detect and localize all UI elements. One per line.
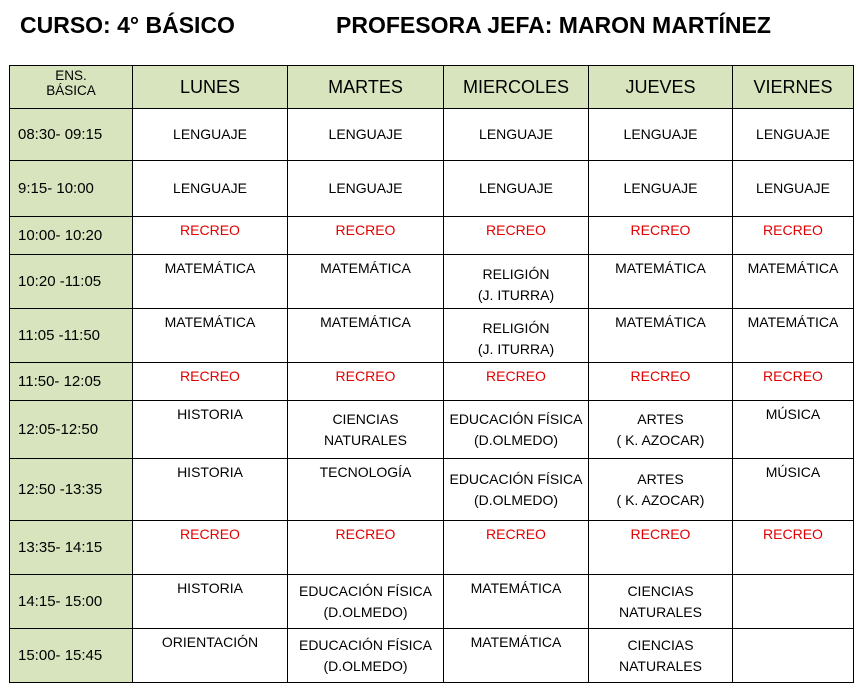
subject-cell [589, 309, 733, 363]
subject-line: RECREO [763, 526, 823, 542]
subject-line: LENGUAJE [623, 180, 698, 196]
subject-line: ARTES [637, 410, 684, 427]
subject-line: CIENCIAS [627, 582, 694, 599]
subject-line: CIENCIAS [332, 410, 399, 427]
subject-cell [133, 575, 288, 629]
schedule-body [10, 109, 854, 683]
time-slot: 13:35- 14:15 [10, 521, 133, 575]
subject-line: ( K. AZOCAR) [616, 431, 705, 448]
subject-line: EDUCACIÓN FÍSICA [449, 470, 583, 487]
subject-line: RECREO [630, 222, 691, 238]
subject-cell [133, 401, 288, 459]
subject-cell [733, 109, 854, 161]
subject-line: RELIGIÓN [482, 319, 550, 336]
subject-cell [288, 401, 444, 459]
time-slot: 10:00- 10:20 [10, 217, 133, 255]
subject-cell [444, 401, 589, 459]
subject-cell [288, 309, 444, 363]
subject-cell [444, 459, 589, 521]
recess-cell [733, 363, 854, 401]
subject-line: HISTORIA [177, 580, 243, 596]
subject-line: CIENCIAS [627, 636, 694, 653]
subject-line: MÚSICA [765, 406, 821, 422]
subject-cell [133, 459, 288, 521]
subject-line: NATURALES [619, 657, 702, 674]
time-slot: 14:15- 15:00 [10, 575, 133, 629]
subject-cell [733, 401, 854, 459]
schedule-row [10, 401, 854, 459]
subject-line: RECREO [180, 368, 240, 384]
subject-line: (D.OLMEDO) [323, 657, 408, 674]
subject-cell [733, 459, 854, 521]
time-slot: 11:50- 12:05 [10, 363, 133, 401]
schedule-row [10, 161, 854, 217]
recess-cell [444, 217, 589, 255]
subject-cell [733, 255, 854, 309]
schedule-row [10, 309, 854, 363]
recess-cell [288, 363, 444, 401]
empty-cell [733, 575, 854, 629]
subject-line: LENGUAJE [328, 126, 403, 142]
day-header-wednesday: MIERCOLES [444, 66, 589, 109]
subject-cell [444, 161, 589, 217]
subject-line: RECREO [486, 368, 546, 384]
recess-cell [733, 521, 854, 575]
subject-line: LENGUAJE [756, 126, 830, 142]
subject-cell [589, 575, 733, 629]
schedule-row [10, 575, 854, 629]
subject-line: MATEMÁTICA [470, 634, 562, 650]
subject-line: RECREO [335, 368, 396, 384]
subject-line: LENGUAJE [173, 180, 247, 196]
schedule-row [10, 217, 854, 255]
recess-cell [444, 521, 589, 575]
subject-line: NATURALES [619, 603, 702, 620]
subject-line: LENGUAJE [479, 126, 553, 142]
recess-cell [589, 217, 733, 255]
subject-line: RECREO [763, 222, 823, 238]
subject-line: ORIENTACIÓN [161, 634, 259, 650]
subject-cell [589, 401, 733, 459]
subject-line: MATEMÁTICA [164, 314, 256, 330]
day-header-friday: VIERNES [733, 66, 854, 109]
subject-line: MATEMÁTICA [615, 314, 706, 330]
subject-line: RECREO [180, 222, 240, 238]
subject-line: MATEMÁTICA [747, 260, 839, 276]
recess-cell [589, 363, 733, 401]
subject-line: HISTORIA [177, 464, 243, 480]
subject-line: MATEMÁTICA [470, 580, 562, 596]
subject-cell [288, 161, 444, 217]
course-title: CURSO: 4° BÁSICO [20, 12, 235, 38]
subject-cell [444, 109, 589, 161]
subject-line: RECREO [335, 222, 396, 238]
recess-cell [288, 217, 444, 255]
subject-line: (J. ITURRA) [477, 340, 555, 357]
schedule-row [10, 109, 854, 161]
recess-cell [733, 217, 854, 255]
time-slot: 12:05-12:50 [10, 401, 133, 459]
subject-line: TECNOLOGÍA [319, 464, 412, 480]
subject-cell [133, 109, 288, 161]
subject-cell [444, 255, 589, 309]
subject-line: (D.OLMEDO) [323, 603, 408, 620]
subject-line: RECREO [630, 526, 691, 542]
time-slot: 10:20 -11:05 [10, 255, 133, 309]
recess-cell [133, 521, 288, 575]
subject-line: HISTORIA [177, 406, 243, 422]
recess-cell [444, 363, 589, 401]
subject-cell [288, 109, 444, 161]
subject-line: ARTES [637, 470, 684, 487]
subject-line: (D.OLMEDO) [474, 431, 558, 448]
corner-line: BÁSICA [46, 83, 96, 98]
subject-line: RECREO [486, 526, 546, 542]
corner-cell [10, 66, 133, 109]
subject-cell [589, 629, 733, 683]
subject-line: MÚSICA [765, 464, 821, 480]
recess-cell [288, 521, 444, 575]
day-header-thursday: JUEVES [589, 66, 733, 109]
head-teacher-title: PROFESORA JEFA: MARON MARTÍNEZ [336, 12, 771, 38]
subject-line: RECREO [335, 526, 396, 542]
subject-line: LENGUAJE [756, 180, 830, 196]
subject-cell [589, 255, 733, 309]
schedule-table [9, 65, 854, 683]
subject-line: LENGUAJE [623, 126, 698, 142]
subject-cell [288, 629, 444, 683]
subject-cell [589, 161, 733, 217]
time-slot: 9:15- 10:00 [10, 161, 133, 217]
subject-cell [444, 575, 589, 629]
subject-line: RECREO [630, 368, 691, 384]
subject-line: MATEMÁTICA [747, 314, 839, 330]
subject-cell [288, 575, 444, 629]
schedule-row [10, 521, 854, 575]
time-slot: 11:05 -11:50 [10, 309, 133, 363]
subject-line: EDUCACIÓN FÍSICA [449, 410, 583, 427]
time-slot: 12:50 -13:35 [10, 459, 133, 521]
subject-cell [133, 309, 288, 363]
subject-line: RELIGIÓN [482, 265, 550, 282]
time-slot: 15:00- 15:45 [10, 629, 133, 683]
subject-line: EDUCACIÓN FÍSICA [298, 582, 432, 599]
subject-line: MATEMÁTICA [164, 260, 256, 276]
subject-line: LENGUAJE [479, 180, 553, 196]
day-header-monday: LUNES [133, 66, 288, 109]
subject-line: (D.OLMEDO) [474, 491, 558, 508]
subject-line: MATEMÁTICA [615, 260, 706, 276]
subject-cell [589, 109, 733, 161]
time-slot: 08:30- 09:15 [10, 109, 133, 161]
subject-line: RECREO [486, 222, 546, 238]
subject-line: MATEMÁTICA [320, 260, 411, 276]
schedule-row [10, 459, 854, 521]
subject-cell [288, 255, 444, 309]
recess-cell [133, 217, 288, 255]
subject-cell [444, 309, 589, 363]
subject-cell [733, 161, 854, 217]
empty-cell [733, 629, 854, 683]
subject-cell [589, 459, 733, 521]
subject-line: (J. ITURRA) [477, 286, 555, 303]
recess-cell [133, 363, 288, 401]
schedule-row [10, 255, 854, 309]
subject-cell [733, 309, 854, 363]
subject-cell [288, 459, 444, 521]
subject-line: LENGUAJE [328, 180, 403, 196]
schedule-row [10, 363, 854, 401]
day-header-tuesday: MARTES [288, 66, 444, 109]
subject-cell [133, 629, 288, 683]
schedule-row [10, 629, 854, 683]
subject-cell [133, 255, 288, 309]
subject-cell [444, 629, 589, 683]
subject-line: LENGUAJE [173, 126, 247, 142]
subject-line: RECREO [180, 526, 240, 542]
corner-line: ENS. [55, 68, 87, 83]
subject-line: NATURALES [324, 431, 407, 448]
subject-cell [133, 161, 288, 217]
subject-line: RECREO [763, 368, 823, 384]
recess-cell [589, 521, 733, 575]
subject-line: ( K. AZOCAR) [616, 491, 705, 508]
subject-line: EDUCACIÓN FÍSICA [298, 636, 432, 653]
subject-line: MATEMÁTICA [320, 314, 411, 330]
header-row [10, 66, 854, 109]
